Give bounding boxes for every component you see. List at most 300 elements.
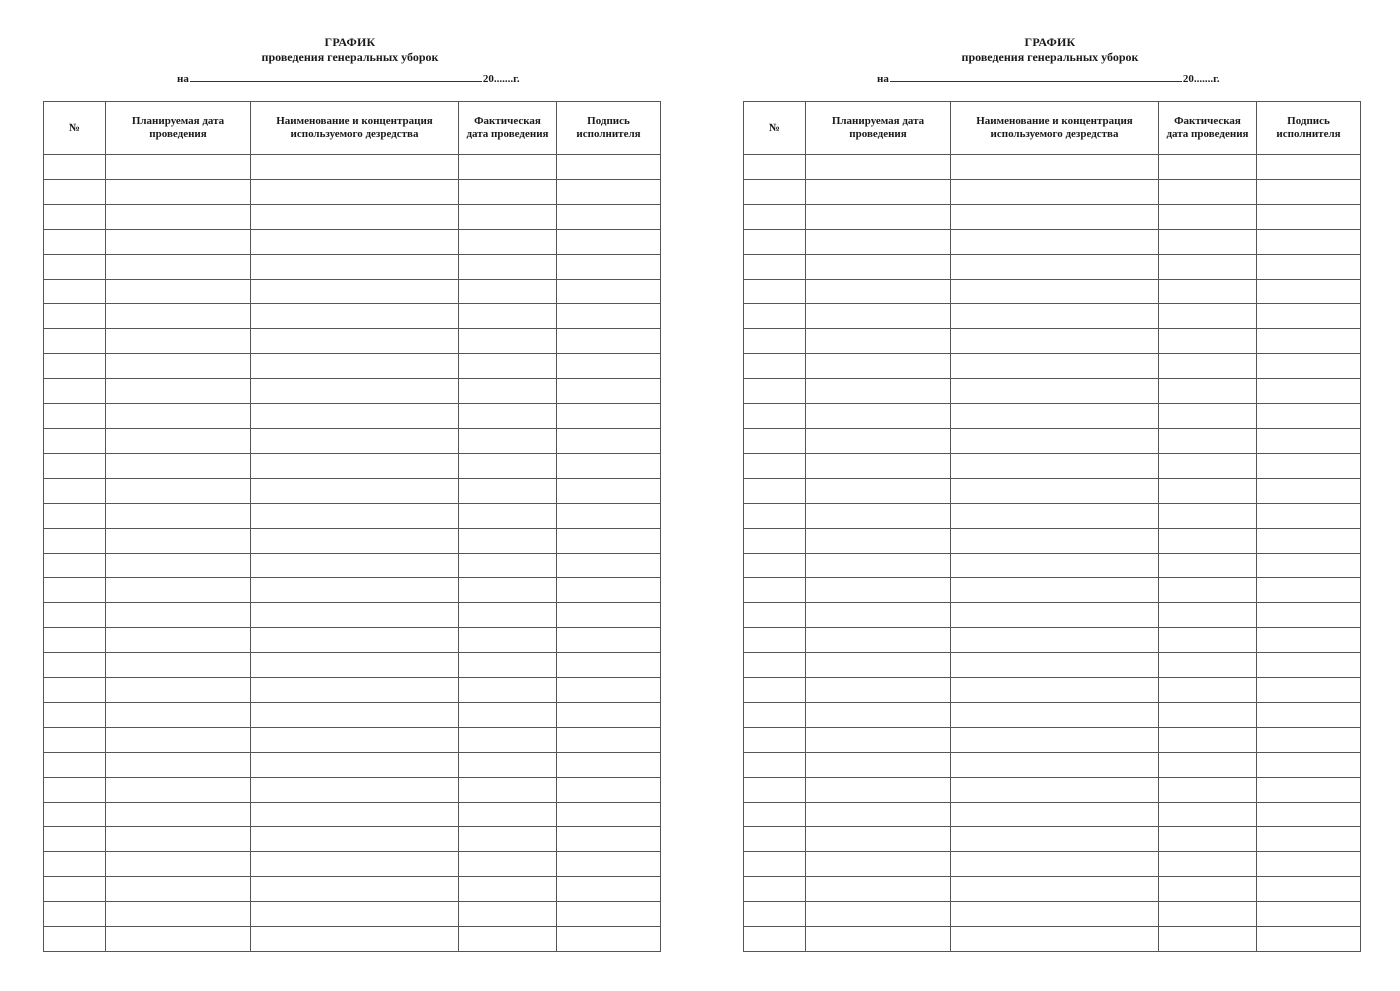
actual-date-cell xyxy=(1159,404,1257,429)
planned-date-cell xyxy=(806,777,951,802)
planned-date-cell xyxy=(106,453,251,478)
signature-cell xyxy=(1257,628,1361,653)
number-cell xyxy=(44,852,106,877)
planned-date-cell xyxy=(106,727,251,752)
number-cell xyxy=(744,478,806,503)
table-row xyxy=(44,329,661,354)
number-cell xyxy=(44,777,106,802)
table-row xyxy=(44,528,661,553)
table-row xyxy=(744,304,1361,329)
actual-date-cell xyxy=(459,777,557,802)
table-row xyxy=(744,179,1361,204)
signature-cell xyxy=(1257,404,1361,429)
table-row xyxy=(44,877,661,902)
actual-date-cell xyxy=(1159,578,1257,603)
table-header-row xyxy=(744,102,1361,155)
date-blank-line xyxy=(890,71,1182,82)
actual-date-cell xyxy=(459,279,557,304)
table-row xyxy=(744,428,1361,453)
planned-date-cell xyxy=(806,304,951,329)
signature-cell xyxy=(557,279,661,304)
signature-cell xyxy=(1257,478,1361,503)
number-cell xyxy=(44,155,106,180)
column-header-label: Фактическая дата проведения xyxy=(1166,115,1249,140)
number-cell xyxy=(44,578,106,603)
actual-date-cell xyxy=(459,503,557,528)
date-line xyxy=(877,71,1220,86)
number-cell xyxy=(744,428,806,453)
number-cell xyxy=(44,678,106,703)
number-cell xyxy=(44,329,106,354)
signature-cell xyxy=(1257,155,1361,180)
number-cell xyxy=(744,777,806,802)
date-line xyxy=(177,71,520,86)
disinfectant-cell xyxy=(251,628,459,653)
signature-cell xyxy=(1257,702,1361,727)
table-row xyxy=(744,628,1361,653)
table-row xyxy=(44,304,661,329)
signature-cell xyxy=(557,428,661,453)
disinfectant-cell xyxy=(951,279,1159,304)
signature-cell xyxy=(1257,902,1361,927)
table-row xyxy=(44,927,661,952)
table-row xyxy=(44,727,661,752)
number-cell xyxy=(44,877,106,902)
signature-cell xyxy=(557,329,661,354)
disinfectant-cell xyxy=(251,329,459,354)
signature-cell xyxy=(557,478,661,503)
signature-cell xyxy=(557,852,661,877)
table-header-row xyxy=(44,102,661,155)
actual-date-cell xyxy=(459,404,557,429)
table-row xyxy=(744,827,1361,852)
table-row xyxy=(744,777,1361,802)
planned-date-cell xyxy=(106,428,251,453)
date-prefix: на xyxy=(877,73,889,85)
disinfectant-cell xyxy=(951,752,1159,777)
number-cell xyxy=(744,802,806,827)
actual-date-cell xyxy=(459,354,557,379)
number-cell xyxy=(744,329,806,354)
planned-date-cell xyxy=(806,254,951,279)
table-row xyxy=(744,702,1361,727)
column-header-label: Наименование и концентрация используемого дезредства xyxy=(276,115,433,140)
actual-date-cell xyxy=(1159,428,1257,453)
disinfectant-cell xyxy=(251,553,459,578)
number-cell xyxy=(44,528,106,553)
planned-date-cell xyxy=(106,279,251,304)
table-row xyxy=(44,229,661,254)
table-row xyxy=(44,752,661,777)
disinfectant-cell xyxy=(251,279,459,304)
disinfectant-cell xyxy=(951,702,1159,727)
actual-date-cell xyxy=(1159,229,1257,254)
disinfectant-cell xyxy=(251,927,459,952)
planned-date-cell xyxy=(106,653,251,678)
number-cell xyxy=(744,852,806,877)
column-header-label: № xyxy=(68,121,81,134)
table-row xyxy=(744,379,1361,404)
number-cell xyxy=(44,354,106,379)
disinfectant-cell xyxy=(951,379,1159,404)
table-row xyxy=(744,678,1361,703)
schedule-table xyxy=(743,101,1361,952)
signature-cell xyxy=(557,379,661,404)
actual-date-cell xyxy=(1159,877,1257,902)
number-cell xyxy=(44,603,106,628)
table-row xyxy=(744,653,1361,678)
signature-cell xyxy=(1257,179,1361,204)
planned-date-cell xyxy=(106,827,251,852)
table-row xyxy=(744,603,1361,628)
number-cell xyxy=(44,428,106,453)
actual-date-cell xyxy=(1159,628,1257,653)
table-row xyxy=(44,902,661,927)
disinfectant-cell xyxy=(951,229,1159,254)
planned-date-cell xyxy=(106,578,251,603)
disinfectant-cell xyxy=(251,802,459,827)
number-cell xyxy=(44,802,106,827)
actual-date-cell xyxy=(459,453,557,478)
table-row xyxy=(44,802,661,827)
planned-date-cell xyxy=(106,678,251,703)
disinfectant-cell xyxy=(951,329,1159,354)
table-body xyxy=(44,155,661,952)
signature-cell xyxy=(1257,204,1361,229)
planned-date-cell xyxy=(106,603,251,628)
planned-date-cell xyxy=(806,503,951,528)
planned-date-cell xyxy=(806,553,951,578)
number-cell xyxy=(44,553,106,578)
disinfectant-cell xyxy=(951,404,1159,429)
number-cell xyxy=(44,927,106,952)
table-row xyxy=(744,453,1361,478)
actual-date-cell xyxy=(459,204,557,229)
table-body xyxy=(744,155,1361,952)
signature-cell xyxy=(557,553,661,578)
planned-date-cell xyxy=(806,428,951,453)
disinfectant-cell xyxy=(251,179,459,204)
column-header-label: Подпись исполнителя xyxy=(576,115,641,140)
actual-date-cell xyxy=(1159,678,1257,703)
number-cell xyxy=(44,827,106,852)
column-header-label: Планируемая дата проведения xyxy=(831,115,925,140)
page-subtitle: проведения генеральных уборок xyxy=(961,50,1139,64)
actual-date-cell xyxy=(1159,902,1257,927)
planned-date-cell xyxy=(106,155,251,180)
planned-date-cell xyxy=(806,877,951,902)
signature-cell xyxy=(557,179,661,204)
actual-date-cell xyxy=(1159,279,1257,304)
planned-date-cell xyxy=(806,279,951,304)
planned-date-cell xyxy=(106,478,251,503)
actual-date-cell xyxy=(459,229,557,254)
disinfectant-cell xyxy=(951,354,1159,379)
number-cell xyxy=(44,279,106,304)
signature-cell xyxy=(1257,304,1361,329)
planned-date-cell xyxy=(806,179,951,204)
number-cell xyxy=(44,453,106,478)
planned-date-cell xyxy=(106,852,251,877)
disinfectant-cell xyxy=(251,752,459,777)
number-cell xyxy=(744,927,806,952)
disinfectant-cell xyxy=(251,478,459,503)
actual-date-cell xyxy=(459,254,557,279)
table-row xyxy=(44,702,661,727)
disinfectant-cell xyxy=(251,877,459,902)
number-cell xyxy=(44,404,106,429)
table-row xyxy=(44,379,661,404)
disinfectant-cell xyxy=(951,478,1159,503)
column-header-number xyxy=(744,102,806,155)
actual-date-cell xyxy=(459,304,557,329)
signature-cell xyxy=(557,827,661,852)
date-blank-line xyxy=(190,71,482,82)
signature-cell xyxy=(557,902,661,927)
number-cell xyxy=(44,902,106,927)
signature-cell xyxy=(557,727,661,752)
schedule-table xyxy=(43,101,661,952)
planned-date-cell xyxy=(106,404,251,429)
table-row xyxy=(744,354,1361,379)
table-row xyxy=(744,254,1361,279)
date-suffix: 20.......г. xyxy=(482,73,520,85)
actual-date-cell xyxy=(459,155,557,180)
signature-cell xyxy=(1257,653,1361,678)
disinfectant-cell xyxy=(951,653,1159,678)
disinfectant-cell xyxy=(251,678,459,703)
disinfectant-cell xyxy=(951,777,1159,802)
actual-date-cell xyxy=(459,678,557,703)
disinfectant-cell xyxy=(251,827,459,852)
actual-date-cell xyxy=(1159,304,1257,329)
disinfectant-cell xyxy=(951,877,1159,902)
planned-date-cell xyxy=(806,927,951,952)
planned-date-cell xyxy=(106,304,251,329)
disinfectant-cell xyxy=(951,578,1159,603)
disinfectant-cell xyxy=(251,379,459,404)
column-header-disinfectant xyxy=(951,102,1159,155)
number-cell xyxy=(744,404,806,429)
disinfectant-cell xyxy=(251,404,459,429)
number-cell xyxy=(44,179,106,204)
signature-cell xyxy=(1257,727,1361,752)
signature-cell xyxy=(557,204,661,229)
planned-date-cell xyxy=(806,603,951,628)
number-cell xyxy=(744,653,806,678)
signature-cell xyxy=(557,229,661,254)
table-row xyxy=(44,404,661,429)
number-cell xyxy=(44,379,106,404)
actual-date-cell xyxy=(1159,528,1257,553)
table-row xyxy=(44,254,661,279)
table-row xyxy=(44,279,661,304)
disinfectant-cell xyxy=(951,204,1159,229)
disinfectant-cell xyxy=(251,503,459,528)
number-cell xyxy=(744,578,806,603)
signature-cell xyxy=(1257,802,1361,827)
disinfectant-cell xyxy=(951,827,1159,852)
planned-date-cell xyxy=(806,902,951,927)
actual-date-cell xyxy=(1159,852,1257,877)
signature-cell xyxy=(557,678,661,703)
planned-date-cell xyxy=(106,528,251,553)
planned-date-cell xyxy=(806,229,951,254)
table-row xyxy=(44,503,661,528)
table-row xyxy=(44,204,661,229)
number-cell xyxy=(744,902,806,927)
signature-cell xyxy=(557,702,661,727)
disinfectant-cell xyxy=(951,254,1159,279)
planned-date-cell xyxy=(806,329,951,354)
actual-date-cell xyxy=(1159,553,1257,578)
column-header-planned-date xyxy=(806,102,951,155)
actual-date-cell xyxy=(1159,329,1257,354)
planned-date-cell xyxy=(106,927,251,952)
number-cell xyxy=(744,752,806,777)
planned-date-cell xyxy=(806,528,951,553)
signature-cell xyxy=(1257,379,1361,404)
actual-date-cell xyxy=(459,329,557,354)
planned-date-cell xyxy=(106,902,251,927)
signature-cell xyxy=(1257,428,1361,453)
disinfectant-cell xyxy=(251,229,459,254)
disinfectant-cell xyxy=(251,852,459,877)
disinfectant-cell xyxy=(251,902,459,927)
signature-cell xyxy=(1257,254,1361,279)
table-row xyxy=(744,578,1361,603)
actual-date-cell xyxy=(1159,379,1257,404)
planned-date-cell xyxy=(806,802,951,827)
column-header-signature xyxy=(557,102,661,155)
actual-date-cell xyxy=(459,827,557,852)
actual-date-cell xyxy=(1159,204,1257,229)
number-cell xyxy=(44,503,106,528)
signature-cell xyxy=(557,653,661,678)
disinfectant-cell xyxy=(951,927,1159,952)
number-cell xyxy=(44,752,106,777)
table-row xyxy=(44,553,661,578)
planned-date-cell xyxy=(806,155,951,180)
table-row xyxy=(44,777,661,802)
disinfectant-cell xyxy=(251,528,459,553)
planned-date-cell xyxy=(806,752,951,777)
disinfectant-cell xyxy=(951,428,1159,453)
actual-date-cell xyxy=(459,379,557,404)
actual-date-cell xyxy=(459,727,557,752)
disinfectant-cell xyxy=(251,204,459,229)
actual-date-cell xyxy=(1159,653,1257,678)
signature-cell xyxy=(1257,453,1361,478)
table-row xyxy=(44,827,661,852)
actual-date-cell xyxy=(1159,827,1257,852)
planned-date-cell xyxy=(806,354,951,379)
planned-date-cell xyxy=(806,453,951,478)
signature-cell xyxy=(557,877,661,902)
planned-date-cell xyxy=(806,852,951,877)
number-cell xyxy=(44,254,106,279)
number-cell xyxy=(744,179,806,204)
number-cell xyxy=(44,727,106,752)
table-row xyxy=(744,204,1361,229)
number-cell xyxy=(744,453,806,478)
table-row xyxy=(744,852,1361,877)
page-title: ГРАФИК xyxy=(1024,35,1076,49)
disinfectant-cell xyxy=(951,155,1159,180)
actual-date-cell xyxy=(1159,927,1257,952)
signature-cell xyxy=(557,752,661,777)
actual-date-cell xyxy=(1159,727,1257,752)
table-row xyxy=(744,229,1361,254)
table-row xyxy=(744,727,1361,752)
right-page xyxy=(700,0,1400,991)
actual-date-cell xyxy=(1159,802,1257,827)
planned-date-cell xyxy=(806,678,951,703)
page-title: ГРАФИК xyxy=(324,35,376,49)
signature-cell xyxy=(1257,578,1361,603)
date-prefix: на xyxy=(177,73,189,85)
actual-date-cell xyxy=(1159,752,1257,777)
page-subtitle: проведения генеральных уборок xyxy=(261,50,439,64)
actual-date-cell xyxy=(459,578,557,603)
signature-cell xyxy=(557,777,661,802)
actual-date-cell xyxy=(459,628,557,653)
actual-date-cell xyxy=(459,478,557,503)
disinfectant-cell xyxy=(251,777,459,802)
column-header-actual-date xyxy=(1159,102,1257,155)
number-cell xyxy=(44,204,106,229)
signature-cell xyxy=(557,354,661,379)
disinfectant-cell xyxy=(251,155,459,180)
disinfectant-cell xyxy=(951,304,1159,329)
number-cell xyxy=(744,204,806,229)
disinfectant-cell xyxy=(251,254,459,279)
table-row xyxy=(744,478,1361,503)
number-cell xyxy=(744,727,806,752)
disinfectant-cell xyxy=(251,727,459,752)
actual-date-cell xyxy=(1159,354,1257,379)
disinfectant-cell xyxy=(251,702,459,727)
signature-cell xyxy=(557,453,661,478)
number-cell xyxy=(744,877,806,902)
actual-date-cell xyxy=(459,179,557,204)
number-cell xyxy=(744,702,806,727)
signature-cell xyxy=(1257,503,1361,528)
signature-cell xyxy=(557,528,661,553)
planned-date-cell xyxy=(106,179,251,204)
signature-cell xyxy=(557,503,661,528)
disinfectant-cell xyxy=(951,553,1159,578)
actual-date-cell xyxy=(1159,777,1257,802)
disinfectant-cell xyxy=(251,653,459,678)
planned-date-cell xyxy=(106,802,251,827)
actual-date-cell xyxy=(459,802,557,827)
planned-date-cell xyxy=(806,827,951,852)
signature-cell xyxy=(1257,528,1361,553)
number-cell xyxy=(744,553,806,578)
column-header-label: Планируемая дата проведения xyxy=(131,115,225,140)
number-cell xyxy=(44,229,106,254)
number-cell xyxy=(44,702,106,727)
table-row xyxy=(44,155,661,180)
number-cell xyxy=(744,155,806,180)
table-row xyxy=(44,478,661,503)
disinfectant-cell xyxy=(251,354,459,379)
column-header-disinfectant xyxy=(251,102,459,155)
table-row xyxy=(44,179,661,204)
signature-cell xyxy=(1257,852,1361,877)
number-cell xyxy=(44,653,106,678)
